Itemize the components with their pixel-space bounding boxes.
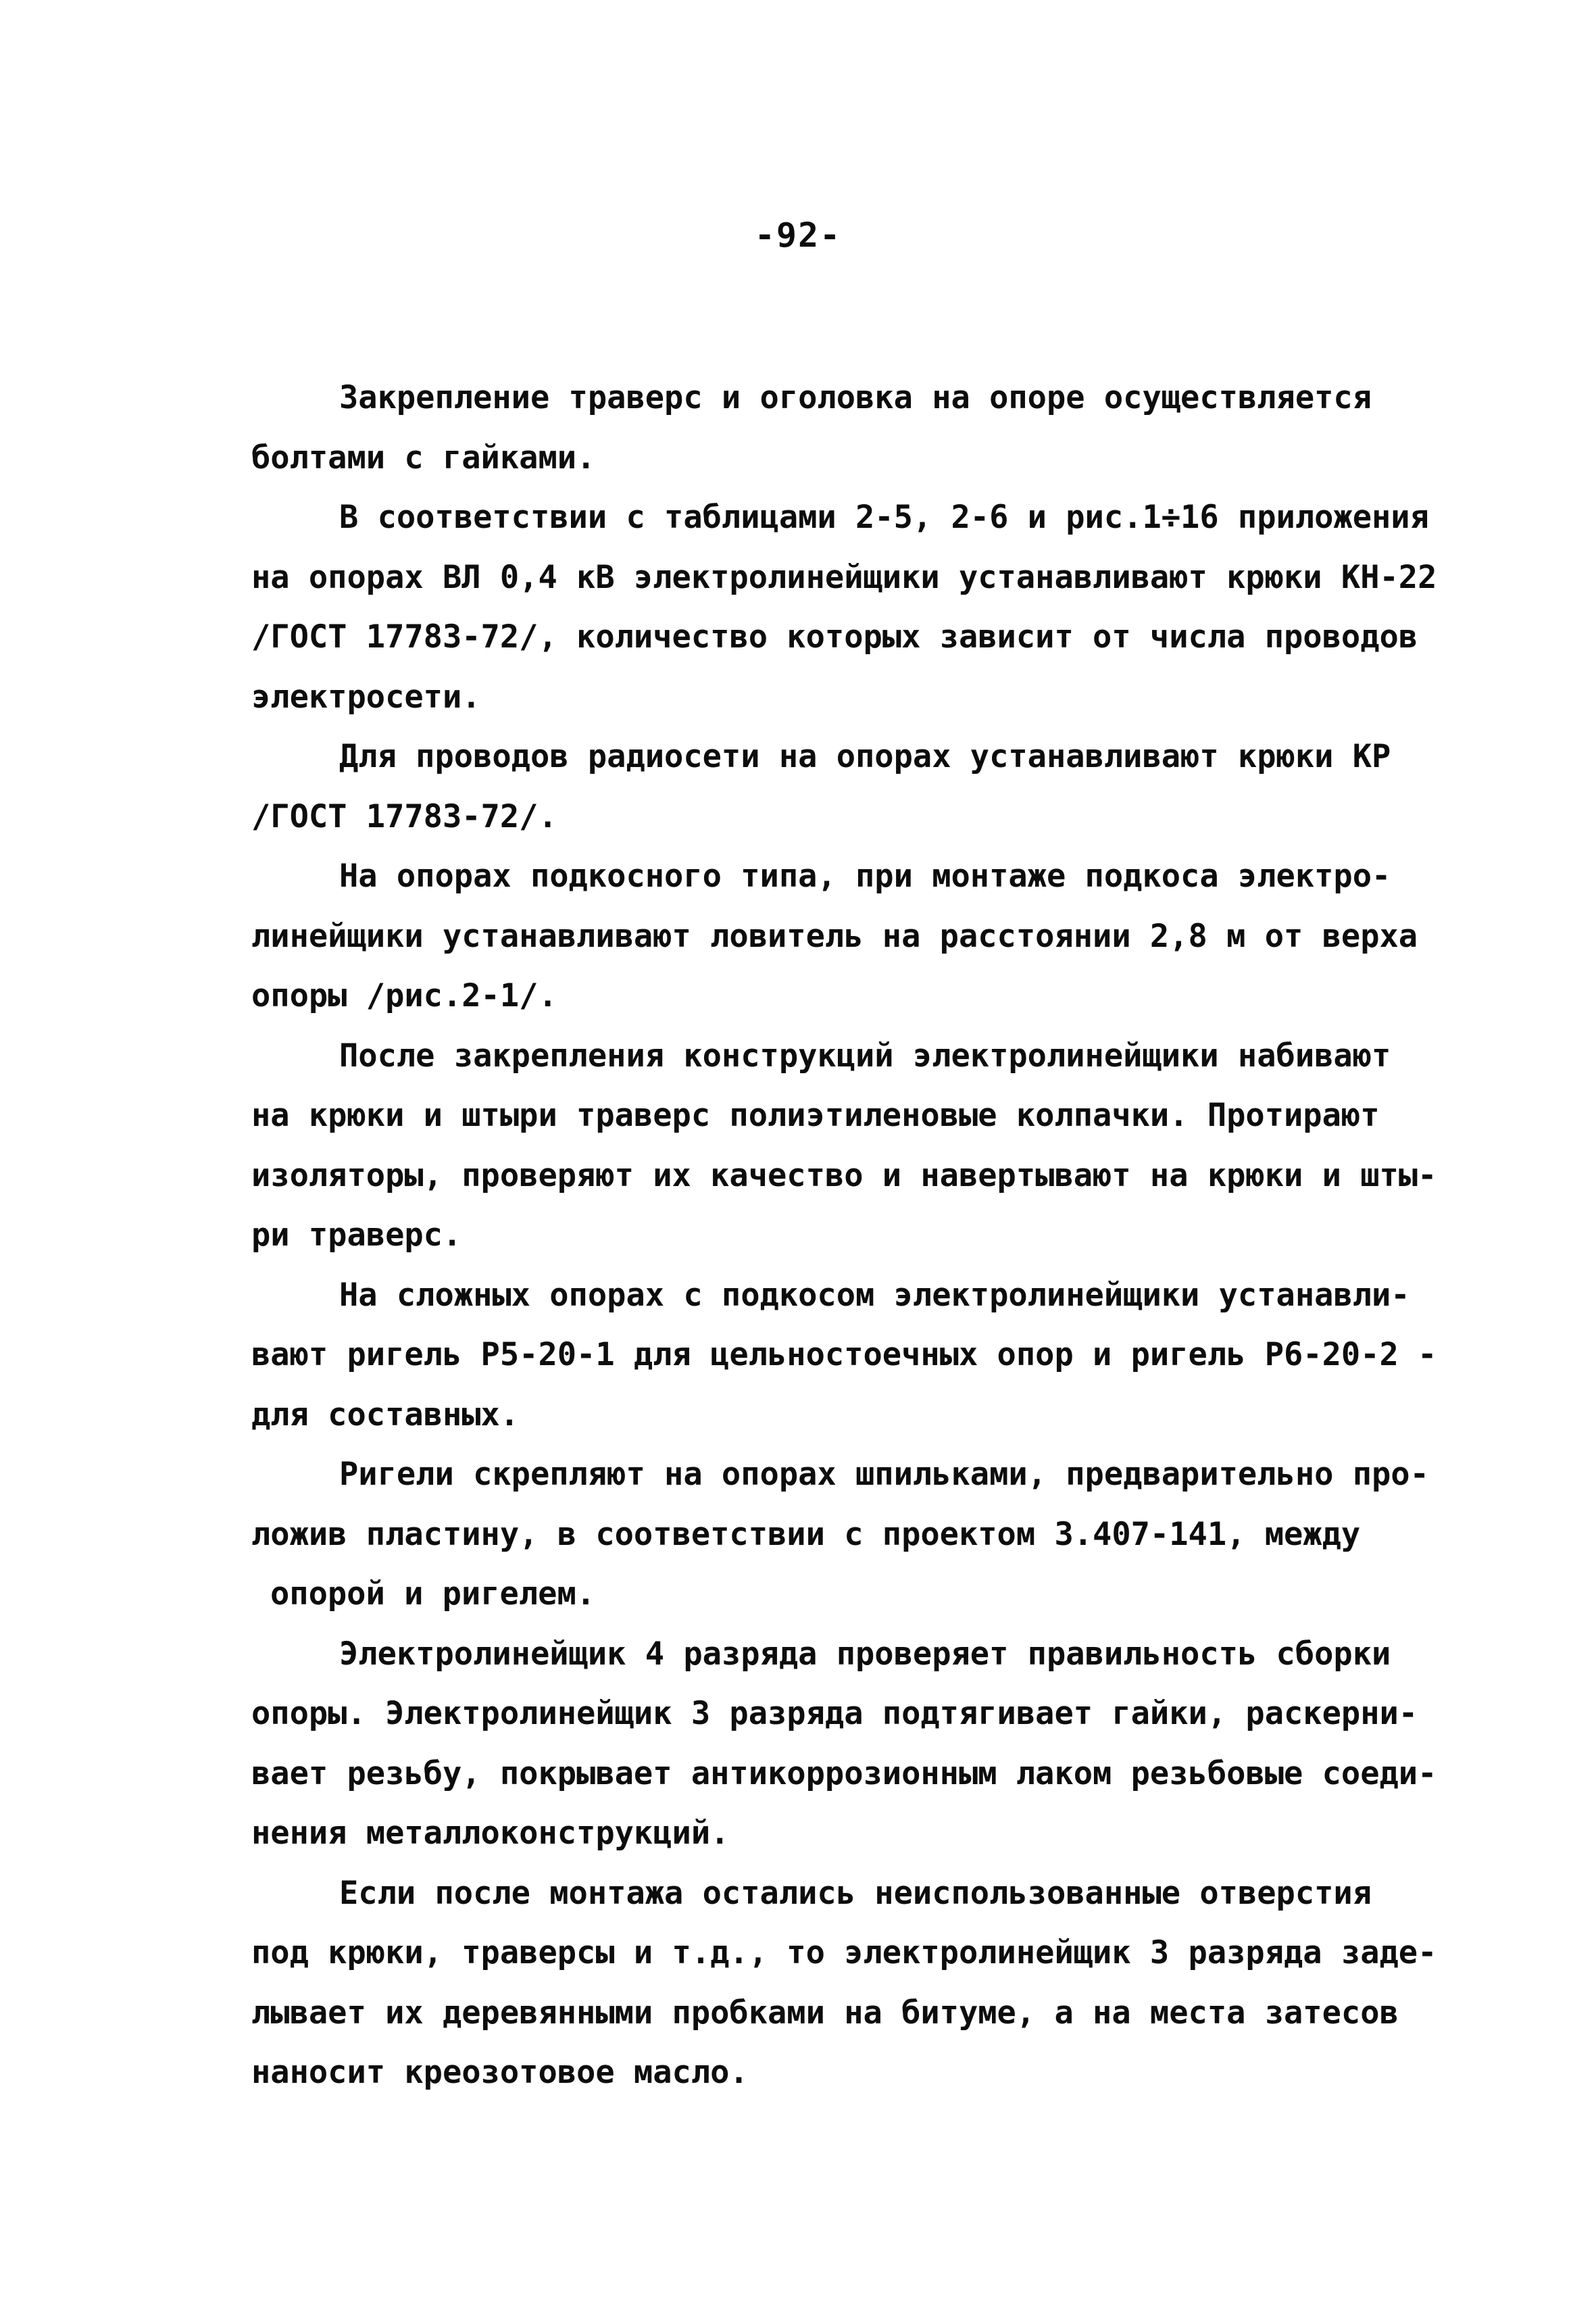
text-line: В соответствии с таблицами 2-5, 2-6 и рис.1÷16 приложения — [339, 499, 1429, 536]
text-line: На сложных опорах с подкосом электролинейщики устанавли- — [339, 1276, 1410, 1314]
page-number: -92- — [754, 216, 842, 255]
paragraph — [251, 1445, 1429, 1625]
text-line: Ригели скрепляют на опорах шпильками, предварительно про- — [339, 1456, 1429, 1493]
paragraph — [251, 488, 1437, 727]
text-line: ложив пластину, в соответствии с проектом 3.407-141, между — [251, 1515, 1361, 1553]
paragraph — [251, 1266, 1437, 1446]
text-line: наносит креозотовое масло. — [251, 2054, 749, 2091]
text-line: ри траверс. — [251, 1216, 462, 1254]
text-line: вает резьбу, покрывает антикоррозионным лаком резьбовые соеди- — [251, 1754, 1437, 1792]
text-line: После закрепления конструкций электролинейщики набивают — [339, 1037, 1391, 1075]
text-line: вают ригель Р5-20-1 для цельностоечных опор и ригель Р6-20-2 - — [251, 1336, 1437, 1373]
text-line: /ГОСТ 17783-72/, количество которых зависит от числа проводов — [251, 618, 1418, 656]
paragraph — [251, 727, 1414, 847]
text-line: опоры /рис.2-1/. — [251, 977, 557, 1014]
text-line: /ГОСТ 17783-72/. — [251, 797, 557, 835]
paragraph — [251, 847, 1418, 1027]
text-line: изоляторы, проверяют их качество и навертывают на крюки и шты- — [251, 1156, 1437, 1194]
text-line: опорой и ригелем. — [270, 1575, 596, 1613]
text-line: Если после монтажа остались неиспользованные отверстия — [339, 1874, 1372, 1912]
text-line: на крюки и штыри траверс полиэтиленовые колпачки. Протирают — [251, 1097, 1380, 1134]
paragraph — [251, 1625, 1437, 1864]
text-line: нения металлоконструкций. — [251, 1815, 730, 1852]
text-line: для составных. — [251, 1396, 520, 1433]
text-line: На опорах подкосного типа, при монтаже подкоса электро- — [339, 858, 1391, 895]
text-line: линейщики устанавливают ловитель на расстоянии 2,8 м от верха — [251, 917, 1418, 955]
text-line: опоры. Электролинейщик 3 разряда подтягивает гайки, раскерни- — [251, 1695, 1418, 1732]
text-line: лывает их деревянными пробками на битуме, а на места затесов — [251, 1994, 1399, 2032]
document-body — [251, 368, 1437, 2103]
text-line: Закрепление траверс и оголовка на опоре осуществляется — [339, 379, 1372, 416]
text-line: под крюки, траверсы и т.д., то электролинейщик 3 разряда заде- — [251, 1934, 1437, 1971]
text-line: Для проводов радиосети на опорах устанавливают крюки КР — [339, 738, 1391, 775]
text-line: Электролинейщик 4 разряда проверяет правильность сборки — [339, 1635, 1391, 1673]
paragraph — [251, 368, 1414, 488]
text-line: электросети. — [251, 678, 481, 716]
text-line: болтами с гайками. — [251, 439, 596, 476]
paragraph — [251, 1864, 1437, 2103]
text-line: на опорах ВЛ 0,4 кВ электролинейщики устанавливают крюки КН-22 — [251, 558, 1437, 596]
paragraph — [251, 1027, 1437, 1266]
